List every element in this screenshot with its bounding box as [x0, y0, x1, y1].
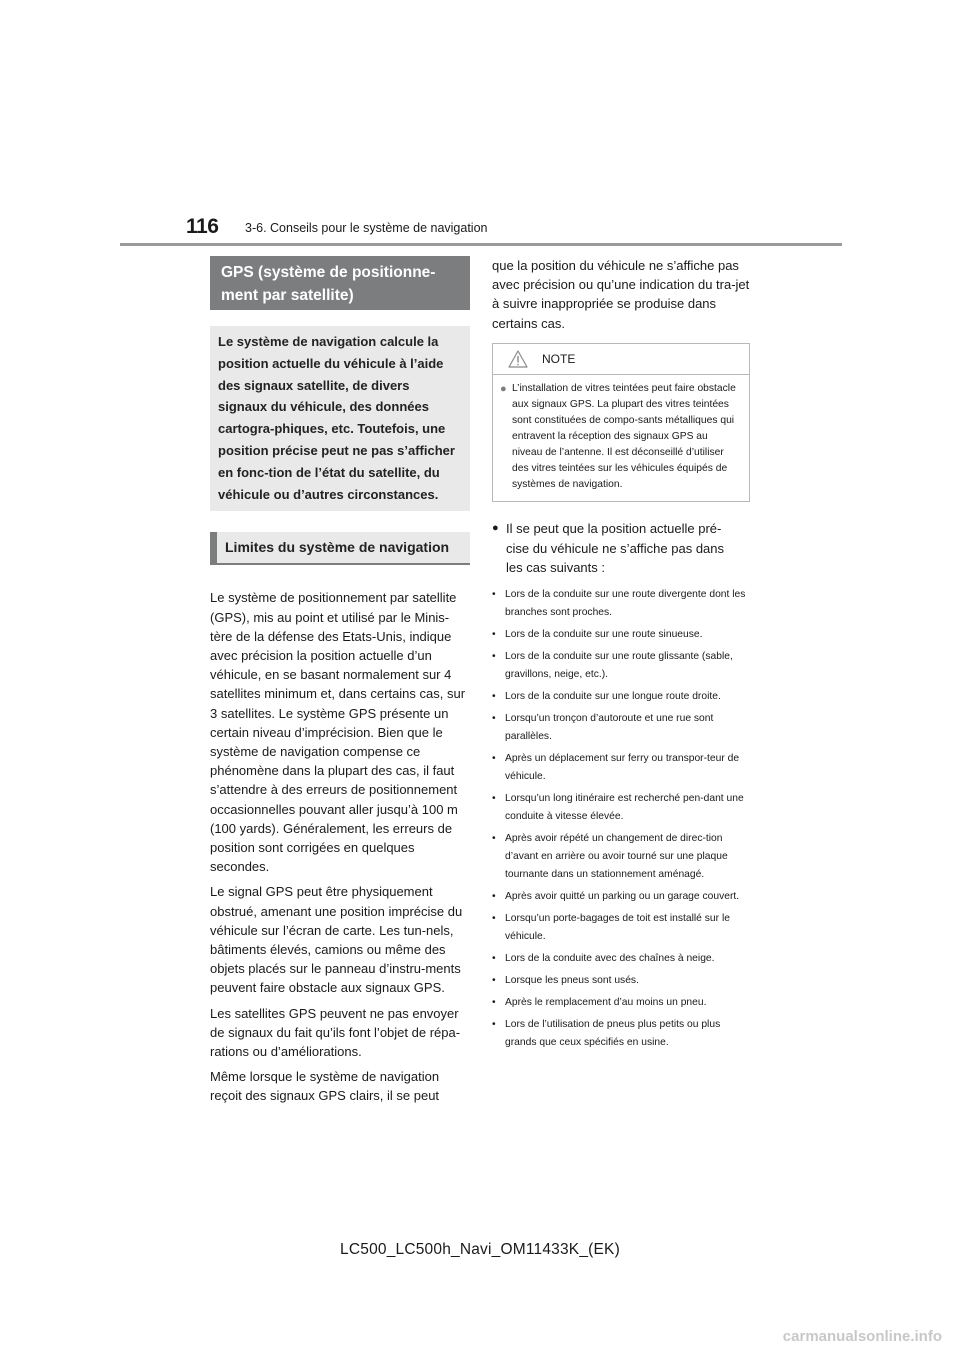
list-item-text: Lors de la conduite sur une route divergente dont les branches sont proches. — [505, 589, 746, 619]
list-bullet: • — [492, 713, 496, 725]
note-box — [492, 343, 750, 503]
list-bullet: • — [492, 793, 496, 805]
list-item — [492, 688, 750, 706]
main-bullet-dot: ● — [492, 522, 499, 535]
intro-box: Le système de navigation calcule la position actuelle du véhicule à l’aide des signaux satellite, de divers signaux du véhicule, des données cartogra-phiques, etc. Toutefois, une position précise peut ne pas s’afficher en fonc-tion de l’état du satellite, du véhicule ou d’autres circonstances. — [210, 326, 470, 511]
paragraph-signal-obstruction: Le signal GPS peut être physiquement obstrué, amenant une position imprécise du véhicule sur l’écran de carte. Les tun-nels, bâtiments élevés, camions ou même des objets placés sur le panneau d’instru-ments peuvent faire obstacle aux signaux GPS. — [210, 884, 463, 996]
list-item-text: Lorsqu’un porte-bagages de toit est installé sur le véhicule. — [505, 913, 730, 943]
main-bullet-text: Il se peut que la position actuelle pré-cise du véhicule ne s’affiche pas dans les cas suivants : — [506, 521, 725, 575]
paragraph-continuation: que la position du véhicule ne s’affiche pas avec précision ou qu’une indication du tra-jet à suivre inappropriée se produise dans certains cas. — [492, 258, 750, 331]
watermark[interactable]: carmanualsonline.info — [782, 1328, 942, 1345]
list-item-text: Après avoir quitté un parking ou un garage couvert. — [505, 891, 740, 903]
list-item-text: Après le remplacement d’au moins un pneu. — [505, 997, 707, 1009]
section-title: 3-6. Conseils pour le système de navigation — [245, 221, 488, 235]
list-item-text: Lors de la conduite avec des chaînes à neige. — [505, 953, 715, 965]
limits-heading-bar — [210, 532, 217, 563]
warning-icon — [508, 350, 528, 368]
list-item — [492, 910, 750, 946]
list-item — [492, 586, 750, 622]
list-item-text: Après avoir répété un changement de direc-tion d’avant en arrière ou avoir tourné sur une plaque tournante dans un stationnement aménagé. — [505, 833, 728, 881]
list-bullet: • — [492, 753, 496, 765]
list-bullet: • — [492, 651, 496, 663]
list-item-text: Lors de la conduite sur une route glissante (sable, gravillons, neige, etc.). — [505, 651, 733, 681]
list-item — [492, 972, 750, 990]
page-number: 116 — [186, 215, 219, 238]
list-item — [492, 790, 750, 826]
paragraph-gps-accuracy: Le système de positionnement par satellite (GPS), mis au point et utilisé par le Minis-tère de la défense des Etats-Unis, indique avec précision la position actuelle d’un véhicule, en se basant normalement sur 4 satellites minimum et, dans certains cas, sur 3 satellites. Le système GPS présente un certain niveau d’imprécision. Bien que le système de navigation compense ce phénomène dans la plupart des cas, il faut s’attendre à des erreurs de positionnement occasionnelles pouvant aller jusqu’à 100 m (100 yards). Généralement, les erreurs de position sont corrigées en quelques secondes. — [210, 590, 466, 875]
list-item — [492, 830, 750, 884]
right-column — [492, 256, 750, 1056]
note-bullet: ● — [500, 382, 507, 395]
list-bullet: • — [492, 891, 496, 903]
footer-model-code: LC500_LC500h_Navi_OM11433K_(EK) — [340, 1241, 620, 1258]
list-item — [492, 950, 750, 968]
list-item — [492, 994, 750, 1012]
main-bullet — [492, 519, 750, 577]
list-item — [492, 626, 750, 644]
list-bullet: • — [492, 913, 496, 925]
list-item-text: Lorsqu’un long itinéraire est recherché pen-dant une conduite à vitesse élevée. — [505, 793, 744, 823]
list-bullet: • — [492, 691, 496, 703]
paragraph-satellite-repairs: Les satellites GPS peuvent ne pas envoyer de signaux du fait qu’ils font l’objet de répa-rations ou d’améliorations. — [210, 1005, 461, 1060]
gps-heading-text: GPS (système de positionne- ment par satellite) — [221, 264, 436, 304]
paragraph-clear-signals: Même lorsque le système de navigation reçoit des signaux GPS clairs, il se peut — [210, 1069, 440, 1104]
list-item-text: Lors de la conduite sur une longue route droite. — [505, 691, 721, 703]
list-item-text: Lorsque les pneus sont usés. — [505, 975, 639, 987]
list-item — [492, 710, 750, 746]
list-bullet: • — [492, 953, 496, 965]
limits-heading — [210, 532, 470, 565]
gps-heading — [210, 256, 470, 310]
list-bullet: • — [492, 589, 496, 601]
note-title: NOTE — [542, 351, 576, 366]
note-header — [493, 344, 749, 375]
conditions-list — [492, 586, 750, 1052]
list-item-text: Lorsqu’un tronçon d’autoroute et une rue sont parallèles. — [505, 713, 714, 743]
list-bullet: • — [492, 1019, 496, 1031]
header-rule — [120, 243, 842, 246]
list-item-text: Lors de la conduite sur une route sinueuse. — [505, 629, 703, 641]
left-column — [210, 256, 470, 1106]
list-item-text: Après un déplacement sur ferry ou transpor-teur de véhicule. — [505, 753, 740, 783]
list-item — [492, 888, 750, 906]
limits-heading-text: Limites du système de navigation — [225, 539, 450, 556]
list-item — [492, 750, 750, 786]
list-item — [492, 1016, 750, 1052]
list-bullet: • — [492, 833, 496, 845]
list-item — [492, 648, 750, 684]
list-bullet: • — [492, 629, 496, 641]
list-bullet: • — [492, 997, 496, 1009]
note-body — [493, 375, 749, 502]
list-bullet: • — [492, 975, 496, 987]
note-text: L’installation de vitres teintées peut faire obstacle aux signaux GPS. La plupart des vitres teintées sont constituées de compo-sants métalliques qui entravent la réception des signaux GPS au niveau de l’antenne. Il est déconseillé d’utiliser des vitres teintées sur les véhicules équipés de systèmes de navigation. — [512, 382, 736, 491]
list-item-text: Lors de l’utilisation de pneus plus petits ou plus grands que ceux spécifiés en usine. — [505, 1019, 721, 1049]
